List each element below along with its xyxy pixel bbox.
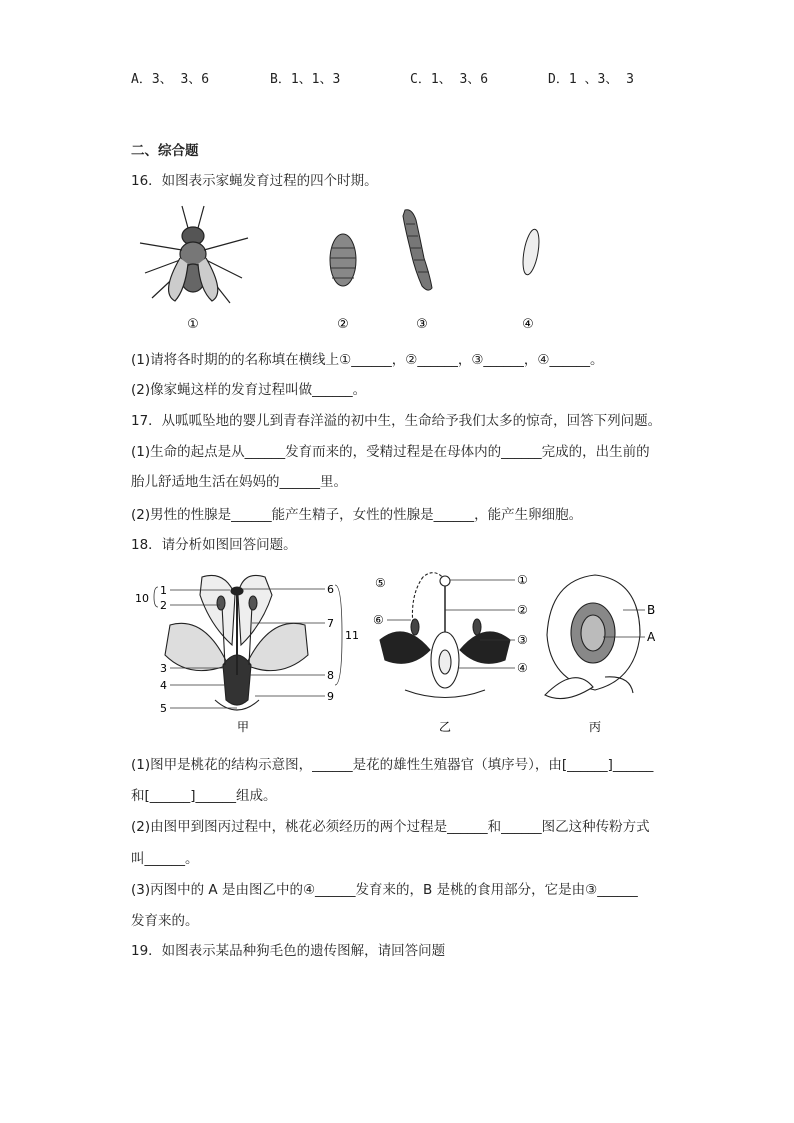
jia-label-4: 4 — [160, 679, 167, 692]
yi-caption: 乙 — [438, 720, 452, 734]
jia-label-9: 9 — [327, 690, 334, 703]
q17-stem: 17．从呱呱坠地的婴儿到青春洋溢的初中生，生命给予我们太多的惊奇，回答下列问题。 — [131, 413, 662, 429]
pollination-figure-yi — [365, 565, 540, 735]
yi-label-1: ① — [517, 573, 528, 587]
option-d: D．1 、3、 3 — [548, 72, 634, 87]
q17-sub2: (2)男性的性腺是______能产生精子，女性的性腺是______，能产生卵细胞。 — [131, 507, 583, 523]
q18-stem: 18．请分析如图回答问题。 — [131, 537, 297, 553]
bing-label-b: B — [647, 603, 656, 617]
q17-sub1-line2: 胎儿舒适地生活在妈妈的______里。 — [131, 474, 347, 490]
bing-label-a: A — [647, 630, 656, 644]
flower-structure-figure-jia — [130, 565, 360, 735]
section-title: 二、综合题 — [131, 143, 199, 159]
stage-label-3: ③ — [416, 317, 428, 332]
q18-sub3-line2: 发育来的。 — [131, 913, 199, 929]
jia-label-5: 5 — [160, 702, 167, 715]
q17-sub1-line1: (1)生命的起点是从______发育而来的，受精过程是在母体内的______完成的，出生前的 — [131, 444, 650, 460]
yi-label-5: ⑤ — [375, 576, 386, 590]
q18-sub1-line2: 和[______]______组成。 — [131, 788, 277, 804]
larva-icon — [403, 210, 432, 290]
yi-label-4: ④ — [517, 661, 528, 675]
adult-fly-icon — [140, 206, 248, 303]
q16-stem: 16．如图表示家蝇发育过程的四个时期。 — [131, 173, 378, 189]
q16-sub2: (2)像家蝇这样的发育过程叫做______。 — [131, 382, 367, 398]
jia-label-6: 6 — [327, 583, 334, 596]
jia-label-10: 10 — [135, 592, 149, 605]
option-b: B．1、1、3 — [270, 72, 341, 87]
q16-sub1: (1)请将各时期的的名称填在横线上①______，②______，③______，④______。 — [131, 352, 604, 368]
jia-label-8: 8 — [327, 669, 334, 682]
jia-label-1: 1 — [160, 584, 167, 597]
stage-label-2: ② — [337, 317, 349, 332]
jia-caption: 甲 — [236, 720, 250, 734]
jia-label-11: 11 — [345, 629, 359, 642]
bing-caption: 丙 — [588, 720, 602, 734]
yi-label-3: ③ — [517, 633, 528, 647]
q18-sub2-line2: 叫______。 — [131, 851, 199, 867]
egg-icon — [520, 228, 542, 276]
jia-label-7: 7 — [327, 617, 334, 630]
yi-label-6: ⑥ — [373, 613, 384, 627]
jia-label-2: 2 — [160, 599, 167, 612]
stage-label-1: ① — [187, 317, 199, 332]
pupa-icon — [330, 234, 356, 286]
fly-life-cycle-figure — [130, 198, 570, 338]
peach-fruit-figure-bing — [535, 565, 665, 735]
option-c: C．1、 3、6 — [410, 72, 489, 87]
option-a: A．3、 3、6 — [131, 72, 210, 87]
yi-label-2: ② — [517, 603, 528, 617]
q19-stem: 19．如图表示某品种狗毛色的遗传图解，请回答问题 — [131, 943, 446, 959]
q18-sub1-line1: (1)图甲是桃花的结构示意图，______是花的雄性生殖器官（填序号），由[______]______ — [131, 757, 654, 773]
jia-label-3: 3 — [160, 662, 167, 675]
q18-sub2-line1: (2)由图甲到图丙过程中，桃花必须经历的两个过程是______和______图乙这种传粉方式 — [131, 819, 650, 835]
stage-label-4: ④ — [522, 317, 534, 332]
q18-sub3-line1: (3)丙图中的 A 是由图乙中的④______发育来的，B 是桃的食用部分，它是由③______ — [131, 882, 638, 898]
